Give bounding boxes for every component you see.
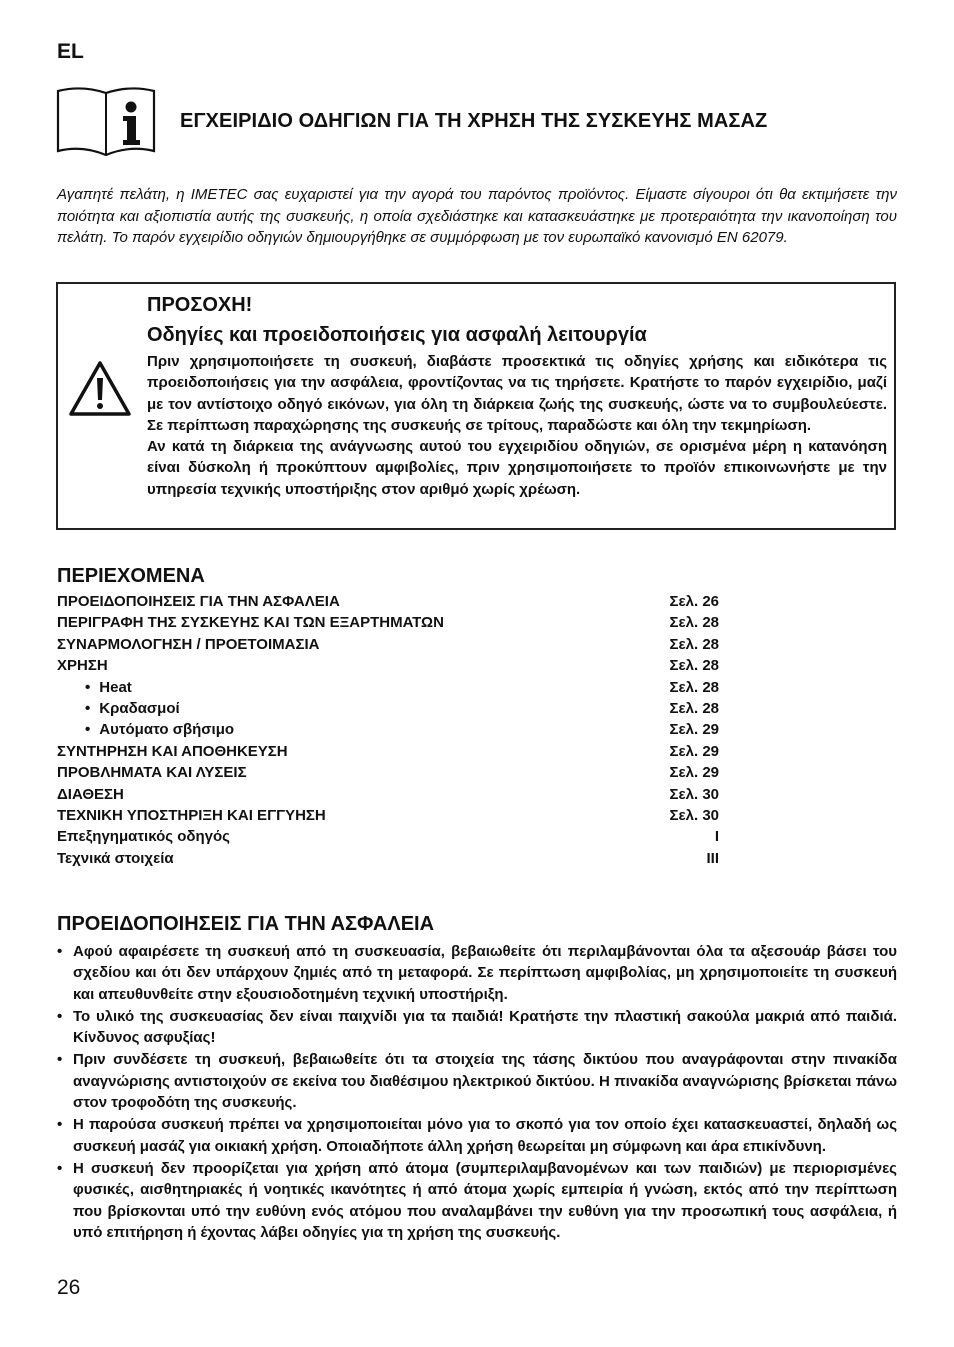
toc-row <box>57 698 719 719</box>
toc-row <box>57 762 719 783</box>
toc-page: Σελ. 28 <box>669 678 719 696</box>
toc-page: Σελ. 28 <box>669 699 719 717</box>
intro-paragraph: Αγαπητέ πελάτη, η IMETEC σας ευχαριστεί για την αγορά του παρόντος προϊόντος. Είμαστε σίγουροι ότι θα εκτιμήσετε την ποιότητα και αξιοπιστία αυτής της συσκευής, η οποία σχεδιάστηκε και κατασκευάστηκε με προτεραιότητα την ικανοποίηση του πελάτη. Το παρόν εγχειρίδιο οδηγιών δημιουργήθηκε σε συμμόρφωση με τον ευρωπαϊκό κανονισμό EN 62079. <box>57 186 897 246</box>
safety-item: • Αφού αφαιρέσετε τη συσκευή από τη συσκευασία, βεβαιωθείτε ότι περιλαμβάνονται όλα τα αξεσουάρ βάσει του σχεδίου και ότι δεν υπάρχουν ζημιές από τη μεταφορά. Σε περίπτωση αμφιβολίας, μη χρησιμοποιείτε τη συσκευή και απευθυνθείτε στην εξουσιοδοτημένη τεχνική υποστήριξη. <box>57 941 897 1005</box>
toc-page: III <box>706 849 719 867</box>
toc-label: • Heat <box>57 677 132 698</box>
language-code: EL <box>57 40 84 63</box>
toc-label: ΠΡΟΒΛΗΜΑΤΑ ΚΑΙ ΛΥΣΕΙΣ <box>57 764 247 782</box>
toc-label: • Κραδασμοί <box>57 698 180 719</box>
toc-row <box>57 826 719 847</box>
safety-heading: ΠΡΟΕΙΔΟΠΟΙΗΣΕΙΣ ΓΙΑ ΤΗΝ ΑΣΦΑΛΕΙΑ <box>57 913 435 935</box>
toc-label: Τεχνικά στοιχεία <box>57 849 174 867</box>
warning-subtitle: Οδηγίες και προειδοποιήσεις για ασφαλή λειτουργία <box>147 324 647 346</box>
warning-box <box>56 282 896 530</box>
toc-row <box>57 677 719 698</box>
toc-label: ΤΕΧΝΙΚΗ ΥΠΟΣΤΗΡΙΞΗ ΚΑΙ ΕΓΓΥΗΣΗ <box>57 806 326 824</box>
toc-page: Σελ. 30 <box>669 785 719 803</box>
page-number: 26 <box>57 1276 81 1299</box>
warning-text <box>147 351 887 500</box>
toc-row <box>57 741 719 762</box>
toc-row <box>57 848 719 869</box>
warning-paragraph-1: Πριν χρησιμοποιήσετε τη συσκευή, διαβάστε προσεκτικά τις οδηγίες χρήσης και ειδικότερα τις προειδοποιήσεις για την ασφάλεια, φροντίζοντας να τις τηρήσετε. Κρατήστε το παρόν εγχειρίδιο, μαζί με τον αντίστοιχο οδηγό εικόνων, για όλη τη διάρκεια ζωής της συσκευής, ώστε να το συμβουλεύεστε. Σε περίπτωση παραχώρησης της συσκευής σε τρίτους, παραδώστε και όλη την τεκμηρίωση. <box>147 353 887 434</box>
toc-page: Σελ. 28 <box>669 614 719 632</box>
toc-page: Σελ. 28 <box>669 657 719 675</box>
toc-label: ΠΕΡΙΓΡΑΦΗ ΤΗΣ ΣΥΣΚΕΥΗΣ ΚΑΙ ΤΩΝ ΕΞΑΡΤΗΜΑΤΩΝ <box>57 614 444 632</box>
safety-item: • Το υλικό της συσκευασίας δεν είναι παιχνίδι για τα παιδιά! Κρατήστε την πλαστική σακούλα μακριά από παιδιά. Κίνδυνος ασφυξίας! <box>57 1006 897 1049</box>
info-book-icon <box>56 85 156 157</box>
toc-page: Σελ. 26 <box>669 593 719 610</box>
toc-label: ΠΡΟΕΙΔΟΠΟΙΗΣΕΙΣ ΓΙΑ ΤΗΝ ΑΣΦΑΛΕΙΑ <box>57 593 340 610</box>
toc-label: ΣΥΝΤΗΡΗΣΗ ΚΑΙ ΑΠΟΘΗΚΕΥΣΗ <box>57 742 288 760</box>
toc-page: Σελ. 30 <box>669 806 719 824</box>
manual-title: ΕΓΧΕΙΡΙΔΙΟ ΟΔΗΓΙΩΝ ΓΙΑ ΤΗ ΧΡΗΣΗ ΤΗΣ ΣΥΣΚΕΥΗΣ ΜΑΣΑΖ <box>180 110 768 132</box>
toc-row <box>57 655 719 676</box>
toc-label: ΣΥΝΑΡΜΟΛΟΓΗΣΗ / ΠΡΟΕΤΟΙΜΑΣΙΑ <box>57 635 320 653</box>
warning-title: ΠΡΟΣΟΧΗ! <box>147 294 253 316</box>
safety-item: • Πριν συνδέσετε τη συσκευή, βεβαιωθείτε ότι τα στοιχεία της τάσης δικτύου που αναγράφονται στην πινακίδα αναγνώρισης αντιστοιχούν σε εκείνα του διαθέσιμου ηλεκτρικού δικτύου. Η πινακίδα αναγνώρισης βρίσκεται πάνω στον τροφοδότη της συσκευής. <box>57 1049 897 1113</box>
toc-row <box>57 805 719 826</box>
toc-heading: ΠΕΡΙΕΧΟΜΕΝΑ <box>57 565 205 587</box>
table-of-contents <box>57 591 719 869</box>
safety-item: • Η παρούσα συσκευή πρέπει να χρησιμοποιείται μόνο για το σκοπό για τον οποίο έχει κατασκευαστεί, δηλαδή ως συσκευή μασάζ για οικιακή χρήση. Οποιαδήποτε άλλη χρήση θεωρείται μη σύμφωνη και άρα επικίνδυνη. <box>57 1114 897 1157</box>
toc-label: ΧΡΗΣΗ <box>57 657 108 675</box>
toc-label: Επεξηγηματικός οδηγός <box>57 828 230 846</box>
toc-page: Σελ. 29 <box>669 742 719 760</box>
toc-label: ΔΙΑΘΕΣΗ <box>57 785 124 803</box>
toc-page: Σελ. 28 <box>669 635 719 653</box>
safety-list <box>57 941 897 1244</box>
toc-page: I <box>714 828 719 846</box>
warning-triangle-icon <box>68 360 132 418</box>
toc-page: Σελ. 29 <box>669 764 719 782</box>
toc-row <box>57 634 719 655</box>
toc-page: Σελ. 29 <box>669 721 719 739</box>
warning-paragraph-2: Αν κατά τη διάρκεια της ανάγνωσης αυτού του εγχειριδίου οδηγιών, σε ορισμένα μέρη η κατανόηση είναι δύσκολη ή προκύπτουν αμφιβολίες, πριν χρησιμοποιήσετε το προϊόν επικοινωνήστε με την υπηρεσία τεχνικής υποστήριξης στον αριθμό χωρίς χρέωση. <box>147 438 887 498</box>
toc-row <box>57 591 719 612</box>
safety-item: • Η συσκευή δεν προορίζεται για χρήση από άτομα (συμπεριλαμβανομένων και των παιδιών) με περιορισμένες φυσικές, αισθητηριακές ή νοητικές ικανότητες ή από άτομα χωρίς εμπειρία ή γνώση, εκτός από την περίπτωση που βρίσκονται υπό την ευθύνη ενός ατόμου που αναλαμβάνει την ευθύνη για την προσωπική τους ασφάλεια, ή υπό επιτήρηση ή έχοντας λάβει οδηγίες για τη χρήση της συσκευής. <box>57 1158 897 1243</box>
toc-row <box>57 612 719 633</box>
toc-label: • Αυτόματο σβήσιμο <box>57 719 234 740</box>
toc-row <box>57 784 719 805</box>
toc-row <box>57 719 719 740</box>
